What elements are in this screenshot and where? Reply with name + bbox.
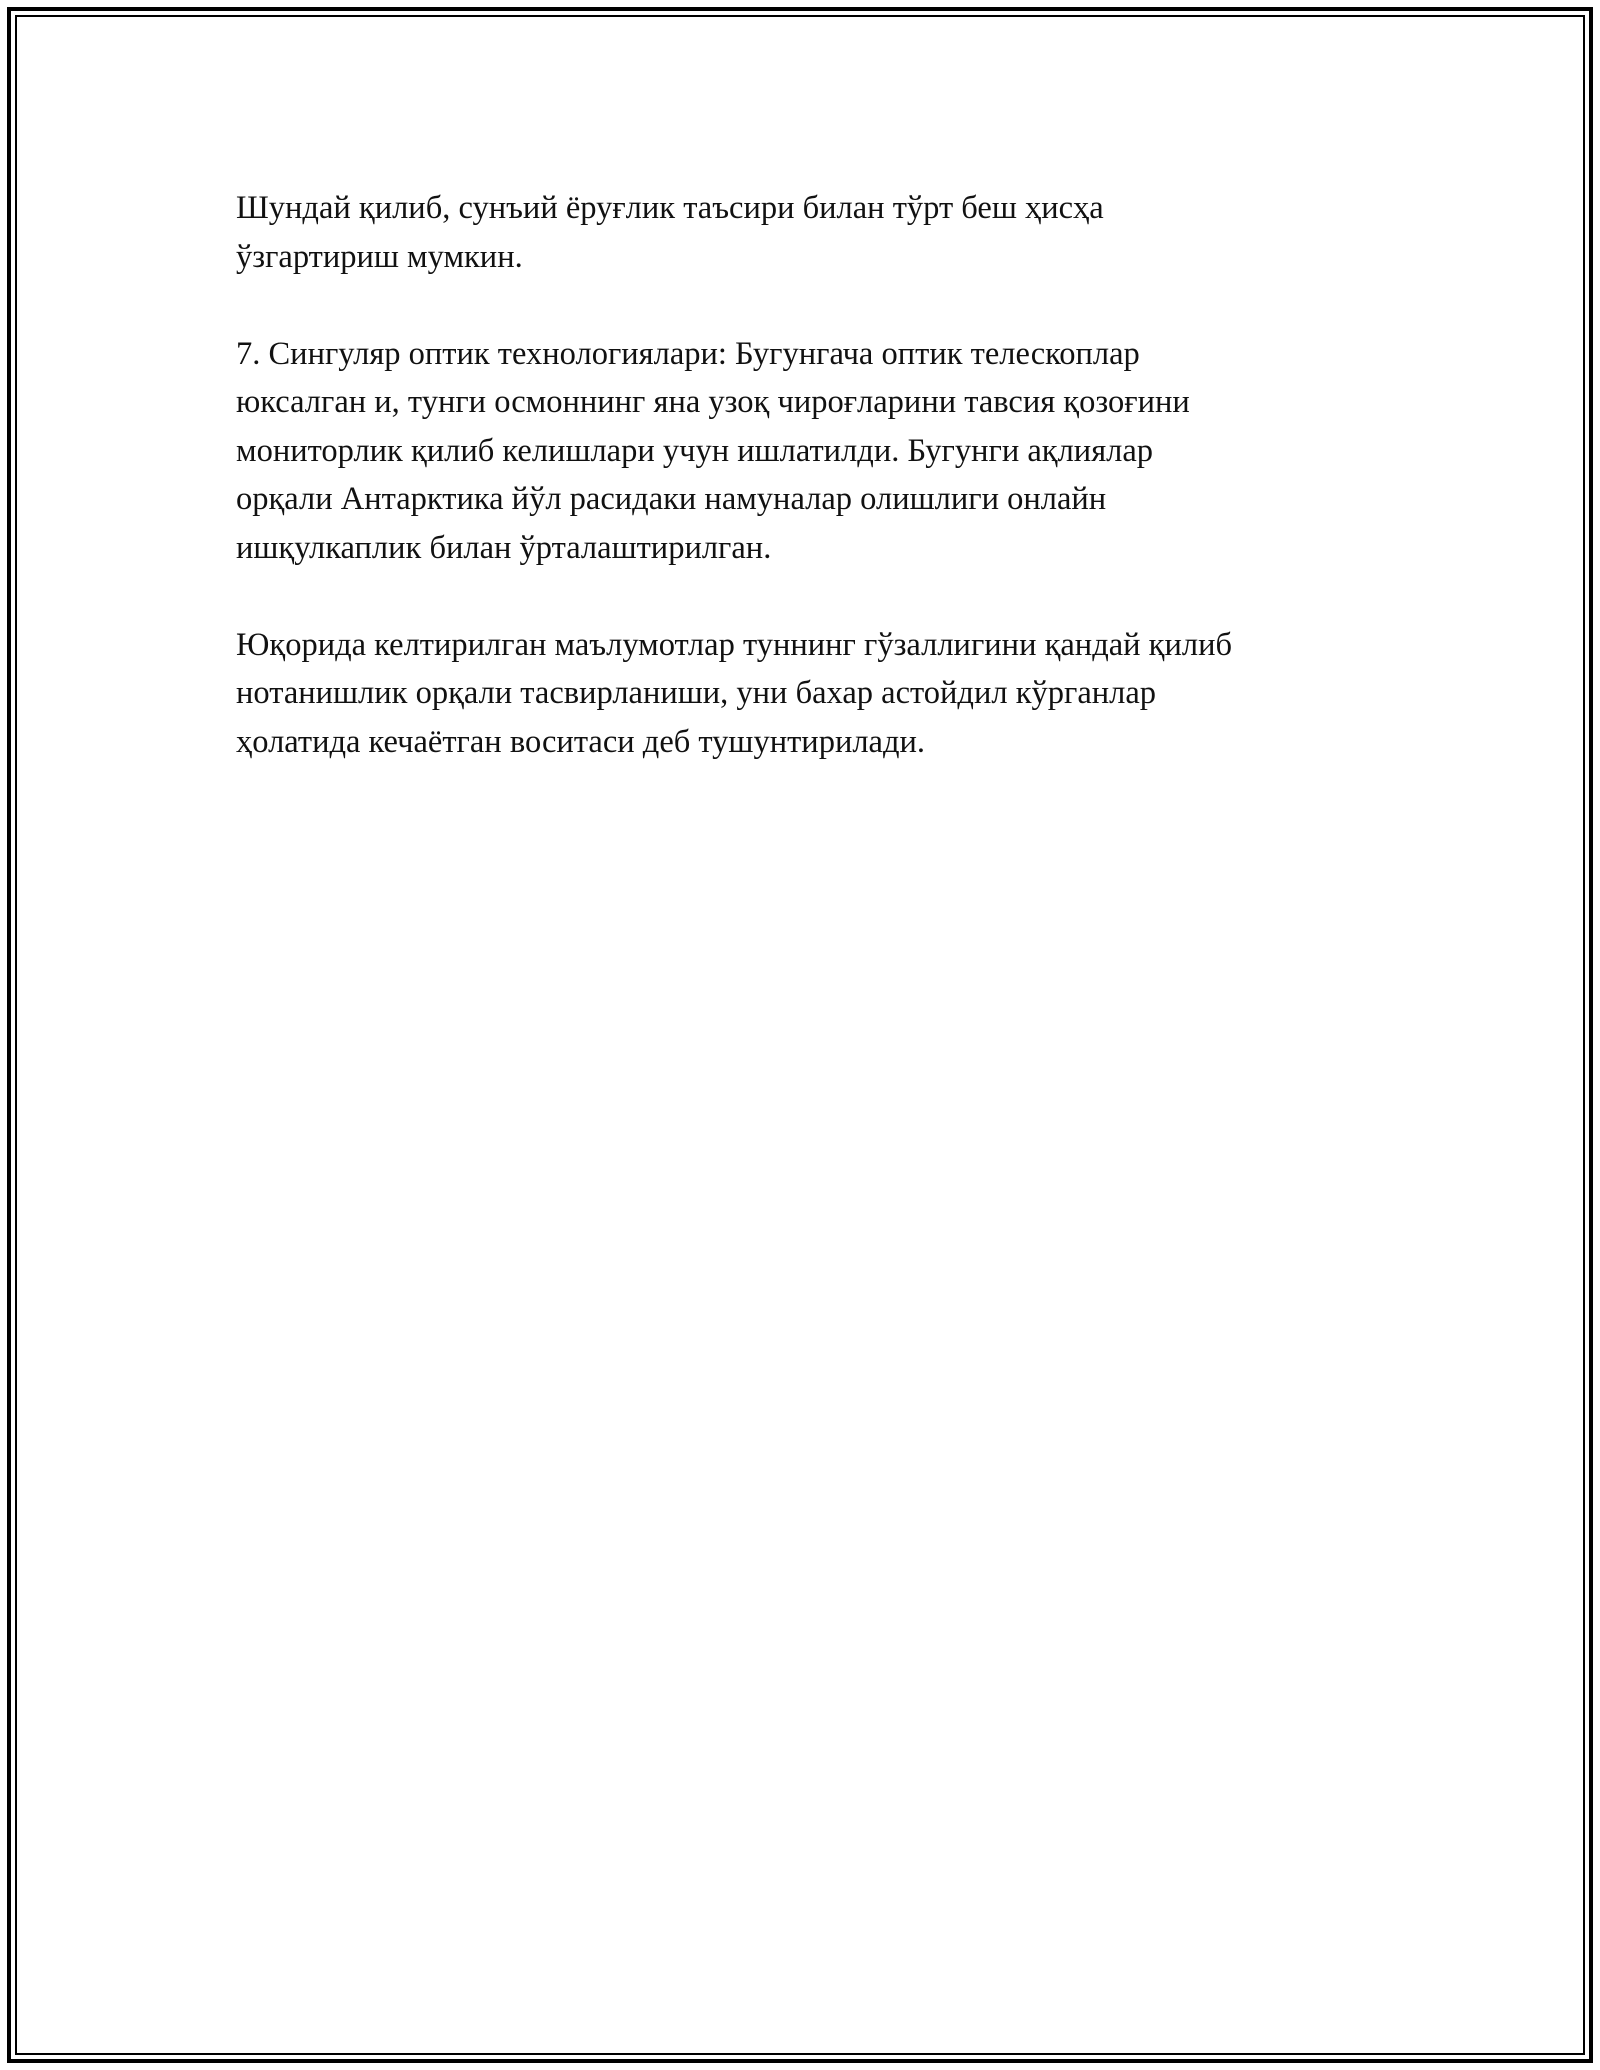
text-line: ўзгартириш мумкин.	[236, 238, 523, 275]
paragraph-artificial-light	[236, 184, 1386, 281]
text-line: орқали Антарктика йўл расидаки намуналар олишлиги онлайн	[236, 481, 1107, 517]
paragraph-conclusion	[236, 621, 1386, 767]
text-line: Шундай қилиб, сунъий ёруғлик таъсири билан тўрт беш ҳисҳа	[236, 190, 1104, 226]
text-line: мониторлик қилиб келишлари учун ишлатилди. Бугунги ақлиялар	[236, 432, 1154, 469]
paragraph-singular-optics	[236, 330, 1386, 573]
text-line: Юқорида келтирилган маълумотлар туннинг гўзаллигини қандай қилиб	[236, 626, 1232, 663]
text-line: ишқулкаплик билан ўрталаштирилган.	[236, 529, 772, 566]
document-body	[236, 184, 1386, 815]
text-line: нотанишлик орқали тасвирланиши, уни бахар астойдил кўрганлар	[236, 675, 1157, 711]
text-line: 7. Сингуляр оптик технологиялари: Бугунгача оптик телескоплар	[236, 335, 1140, 372]
text-line: ҳолатида кечаётган воситаси деб тушунтирилади.	[236, 723, 926, 760]
text-line: юксалган и, тунги осмоннинг яна узоқ чироғларини тавсия қозоғини	[236, 384, 1190, 420]
